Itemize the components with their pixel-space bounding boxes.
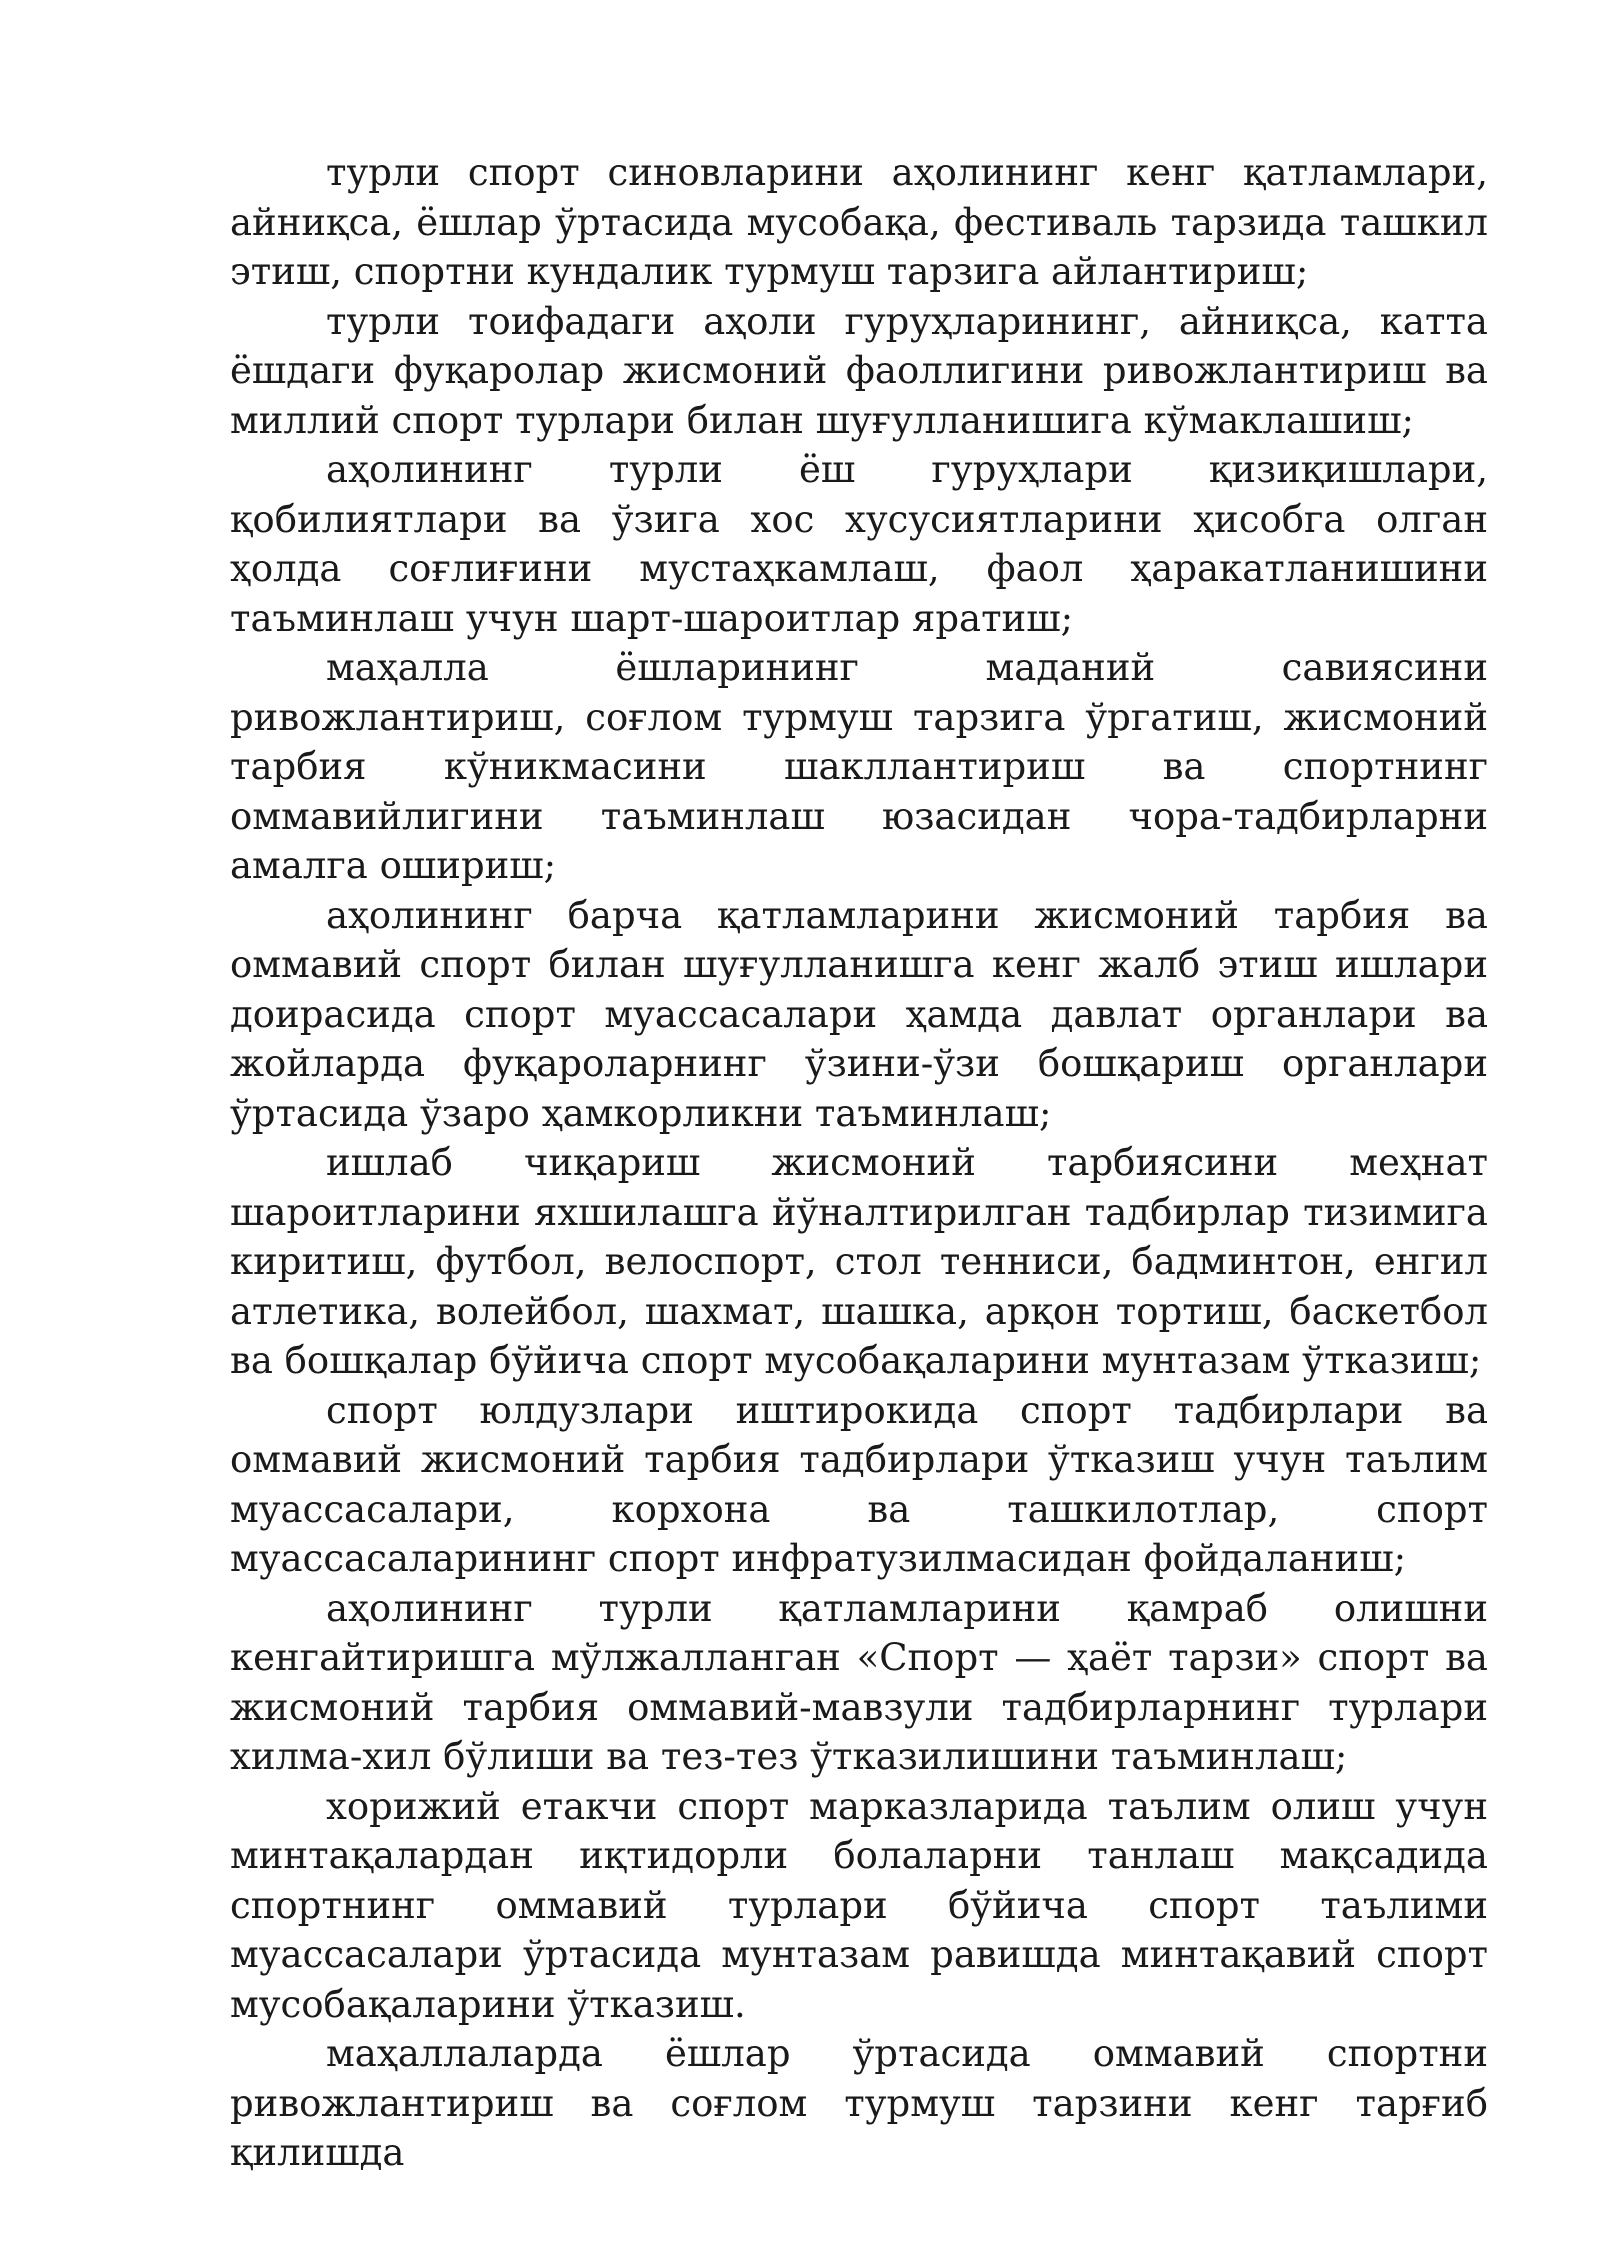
document-page <box>230 148 1488 2178</box>
paragraph-1: турли спорт синовларини аҳолининг кенг қатламлари, айниқса, ёшлар ўртасида мусобақа, фестиваль тарзида ташкил этиш, спортни кундалик турмуш тарзига айлантириш; <box>230 151 1488 293</box>
paragraph-2: турли тоифадаги аҳоли гуруҳларининг, айниқса, катта ёшдаги фуқаролар жисмоний фаоллигини ривожлантириш ва миллий спорт турлари билан шуғулланишига кўмаклашиш; <box>230 299 1488 442</box>
paragraph-7: спорт юлдузлари иштирокида спорт тадбирлари ва оммавий жисмоний тарбия тадбирлари ўтказиш учун таълим муассасалари, корхона ва ташкилотлар, спорт муассасаларининг спорт инфратузилмасидан фойдаланиш; <box>230 1388 1488 1580</box>
paragraph-9: хорижий етакчи спорт марказларида таълим олиш учун минтақалардан иқтидорли болаларни танлаш мақсадида спортнинг оммавий турлари бўйича спорт таълими муассасалари ўртасида мунтазам равишда минтақавий спорт мусобақаларини ўтказиш. <box>230 1784 1488 2026</box>
paragraph-5: аҳолининг барча қатламларини жисмоний тарбия ва оммавий спорт билан шуғулланишга кенг жалб этиш ишлари доирасида спорт муассасалари ҳамда давлат органлари ва жойларда фуқароларнинг ўзини-ўзи бошқариш органлари ўртасида ўзаро ҳамкорликни таъминлаш; <box>230 893 1488 1135</box>
paragraph-8: аҳолининг турли қатламларини қамраб олишни кенгайтиришга мўлжалланган «Спорт — ҳаёт тарзи» спорт ва жисмоний тарбия оммавий-мавзули тадбирларнинг турлари хилма-хил бўлиши ва тез-тез ўтказилишини таъминлаш; <box>230 1586 1488 1778</box>
paragraph-6: ишлаб чиқариш жисмоний тарбиясини меҳнат шароитларини яхшилашга йўналтирилган тадбирлар тизимига киритиш, футбол, велоспорт, стол тенниси, бадминтон, енгил атлетика, волейбол, шахмат, шашка, арқон тортиш, баскетбол ва бошқалар бўйича спорт мусобақаларини мунтазам ўтказиш; <box>230 1141 1488 1382</box>
paragraph-10: маҳаллаларда ёшлар ўртасида оммавий спортни ривожлантириш ва соғлом турмуш тарзини кенг тарғиб қилишда <box>230 2032 1488 2174</box>
paragraph-4: маҳалла ёшларининг маданий савиясини ривожлантириш, соғлом турмуш тарзига ўргатиш, жисмоний тарбия кўникмасини шакллантириш ва спортнинг оммавийлигини таъминлаш юзасидан чора-тадбирларни амалга ошириш; <box>230 646 1488 887</box>
paragraph-3: аҳолининг турли ёш гуруҳлари қизиқишлари, қобилиятлари ва ўзига хос хусусиятларини ҳисобга олган ҳолда соғлиғини мустаҳкамлаш, фаол ҳаракатланишини таъминлаш учун шарт-шароитлар яратиш; <box>230 448 1488 640</box>
